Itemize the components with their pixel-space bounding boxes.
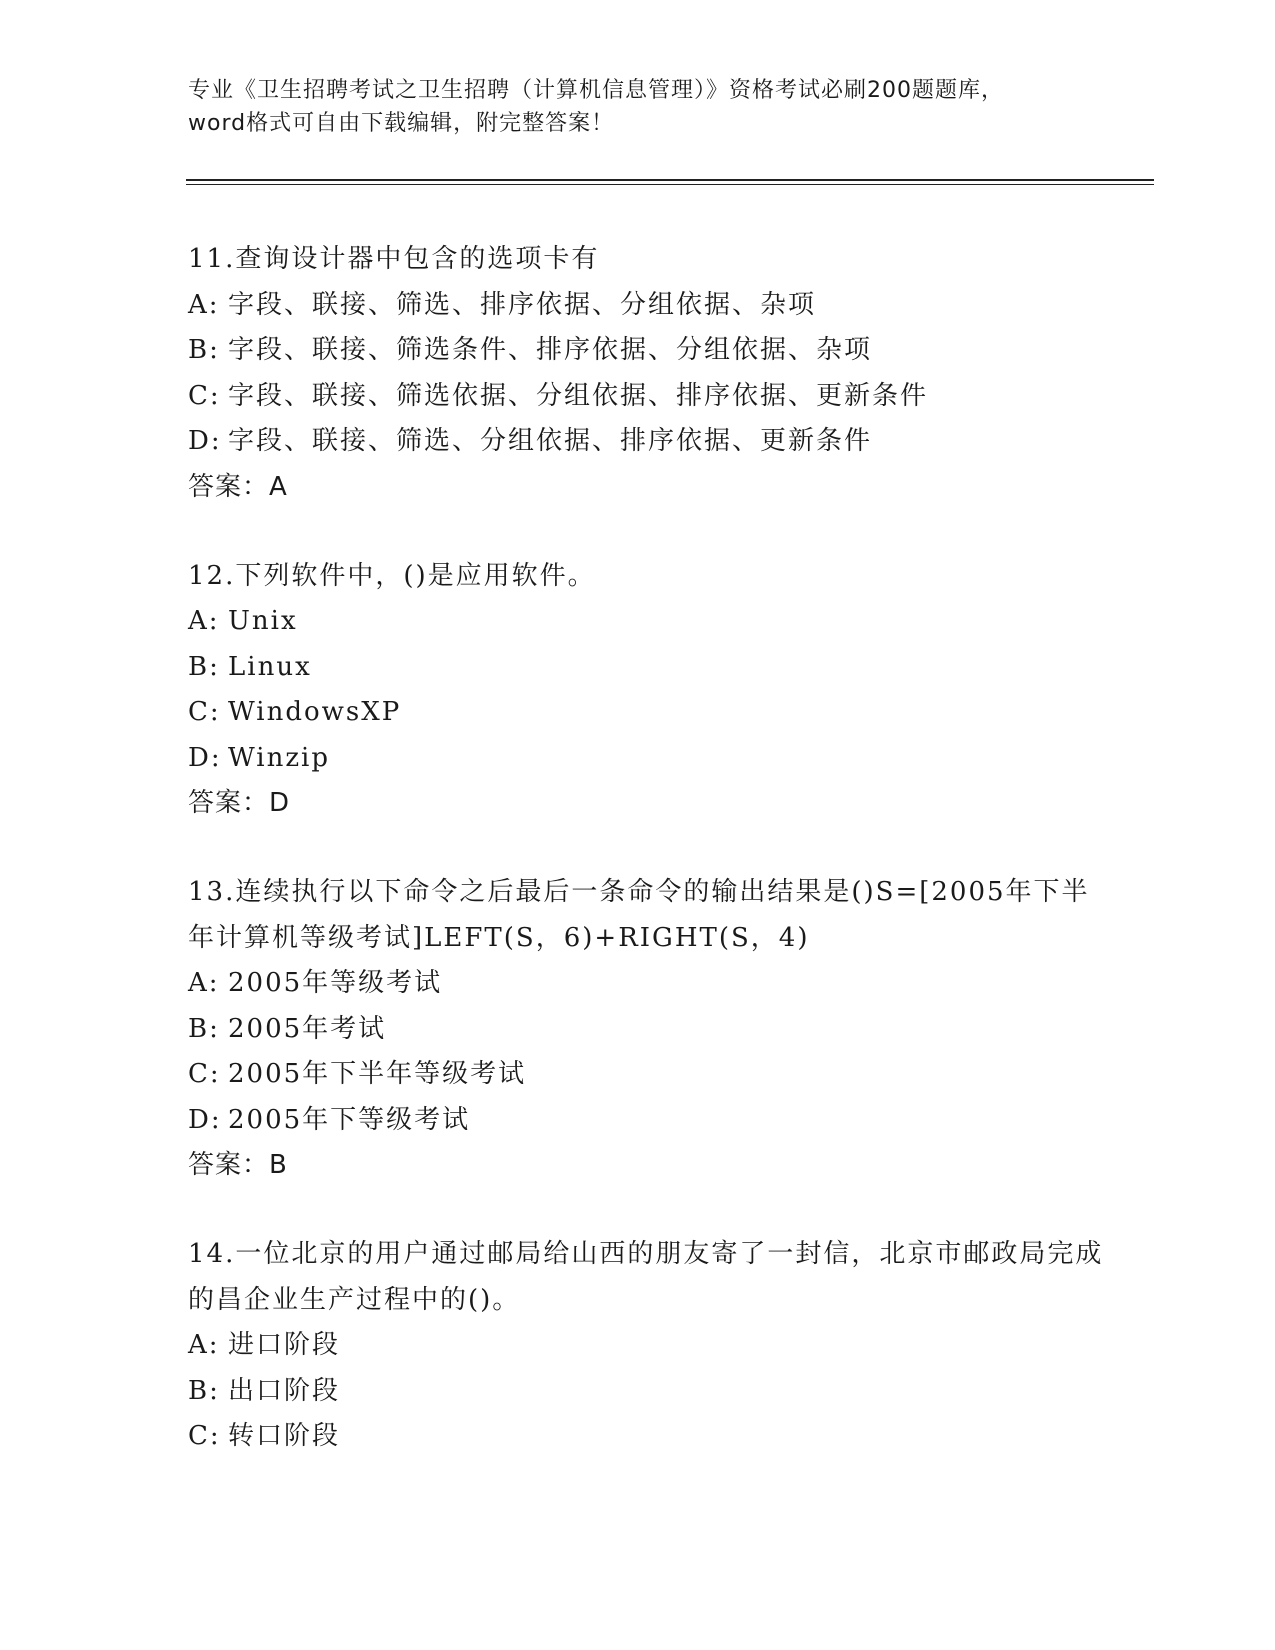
option-text: Unix <box>228 606 298 636</box>
option-b <box>188 645 1108 691</box>
option-letter: C: <box>188 697 221 727</box>
option-d <box>188 736 1108 782</box>
option-a <box>188 283 1108 329</box>
option-c <box>188 374 1108 420</box>
option-text: 字段、联接、筛选条件、排序依据、分组依据、杂项 <box>228 335 873 365</box>
option-letter: A: <box>188 606 220 636</box>
option-text: 2005年等级考试 <box>228 968 443 998</box>
question-list <box>188 237 1108 1504</box>
option-a <box>188 1323 1108 1369</box>
question-stem: 11.查询设计器中包含的选项卡有 <box>188 244 600 274</box>
option-text: Linux <box>228 651 312 682</box>
option-letter: C: <box>188 380 221 411</box>
option-letter: B: <box>188 1013 220 1044</box>
option-text: 进口阶段 <box>228 1330 341 1360</box>
option-d <box>188 1098 1108 1144</box>
option-b <box>188 1369 1108 1415</box>
option-letter: B: <box>188 1375 220 1406</box>
option-text: 转口阶段 <box>228 1421 341 1451</box>
header-divider-bottom <box>186 184 1154 185</box>
option-text: 字段、联接、筛选依据、分组依据、排序依据、更新条件 <box>228 380 929 411</box>
document-header <box>188 74 1108 140</box>
answer-line: 答案：A <box>188 471 288 502</box>
option-b <box>188 328 1108 374</box>
option-letter: A: <box>188 1330 220 1360</box>
option-c <box>188 1052 1108 1098</box>
option-letter: D: <box>188 426 222 456</box>
question-stem: 13.连续执行以下命令之后最后一条命令的输出结果是()S=[2005年下半年计算机等级考试]LEFT(S，6)+RIGHT(S，4) <box>188 877 1090 953</box>
question-stem: 14.一位北京的用户通过邮局给山西的朋友寄了一封信，北京市邮政局完成的昌企业生产过程中的()。 <box>188 1239 1104 1315</box>
header-title-line-1: 专业《卫生招聘考试之卫生招聘（计算机信息管理）》资格考试必刷200题题库， <box>188 78 1004 103</box>
question-stem: 12.下列软件中，()是应用软件。 <box>188 560 596 591</box>
answer-line: 答案：D <box>188 788 291 818</box>
question-14 <box>188 1232 1108 1460</box>
option-text: 字段、联接、筛选、分组依据、排序依据、更新条件 <box>228 426 873 456</box>
option-letter: C: <box>188 1421 221 1451</box>
header-title-line-2: word格式可自由下载编辑，附完整答案！ <box>188 111 615 136</box>
question-11 <box>188 237 1108 510</box>
answer-line: 答案：B <box>188 1150 288 1180</box>
option-b <box>188 1007 1108 1053</box>
option-letter: B: <box>188 335 220 365</box>
option-letter: D: <box>188 742 222 773</box>
option-d <box>188 419 1108 465</box>
option-a <box>188 599 1108 645</box>
option-letter: A: <box>188 968 220 998</box>
option-text: 字段、联接、筛选、排序依据、分组依据、杂项 <box>228 289 817 320</box>
option-text: Winzip <box>228 742 330 773</box>
question-12 <box>188 554 1108 827</box>
question-13 <box>188 870 1108 1188</box>
option-text: 2005年下半年等级考试 <box>228 1059 527 1089</box>
option-letter: C: <box>188 1059 221 1089</box>
option-text: 2005年考试 <box>228 1013 387 1044</box>
option-a <box>188 961 1108 1007</box>
header-divider-top <box>186 179 1154 181</box>
option-text: WindowsXP <box>228 697 402 727</box>
option-c <box>188 690 1108 736</box>
option-letter: A: <box>188 289 220 320</box>
option-text: 出口阶段 <box>228 1375 341 1406</box>
option-c <box>188 1414 1108 1460</box>
option-letter: B: <box>188 651 220 682</box>
option-text: 2005年下等级考试 <box>228 1104 471 1135</box>
option-letter: D: <box>188 1104 222 1135</box>
